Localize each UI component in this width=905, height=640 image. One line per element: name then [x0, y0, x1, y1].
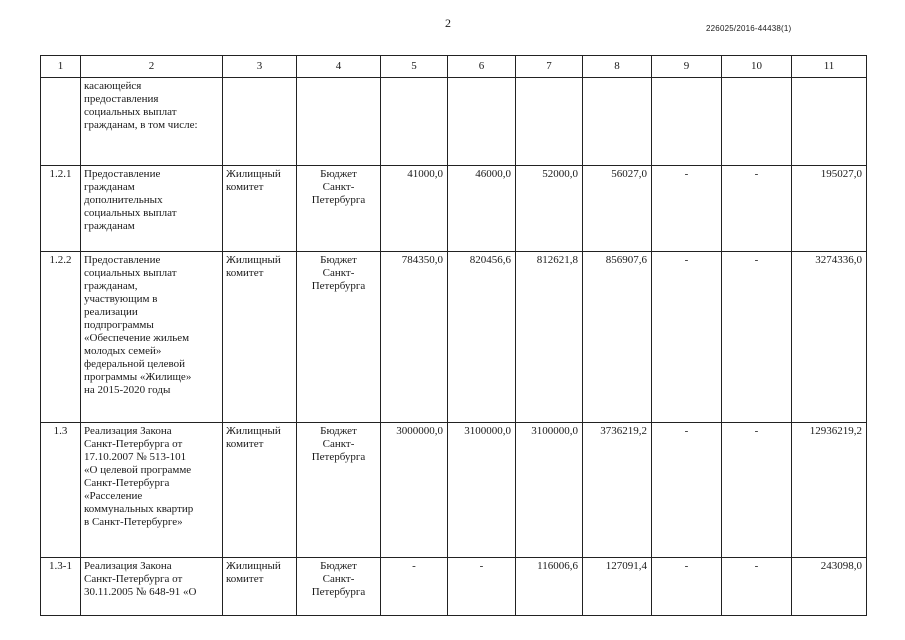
row-number-cell: 1.3 [41, 423, 81, 558]
amount-cell-c5: 3000000,0 [381, 423, 448, 558]
amount-cell-c8: 3736219,2 [583, 423, 652, 558]
document-id: 226025/2016-44438(1) [706, 24, 792, 33]
amount-cell-c5: 41000,0 [381, 166, 448, 252]
column-header: 4 [297, 56, 381, 78]
column-header: 11 [792, 56, 867, 78]
amount-cell-c9: - [652, 252, 722, 423]
empty-cell [652, 78, 722, 166]
column-header: 10 [722, 56, 792, 78]
amount-cell-c5: - [381, 558, 448, 616]
amount-cell-c9: - [652, 166, 722, 252]
amount-cell-c7: 116006,6 [516, 558, 583, 616]
column-header: 2 [81, 56, 223, 78]
amount-cell-c11: 243098,0 [792, 558, 867, 616]
amount-cell-c9: - [652, 558, 722, 616]
row-number-cell: 1.2.2 [41, 252, 81, 423]
amount-cell-c6: - [448, 558, 516, 616]
column-header-row [41, 56, 867, 78]
amount-cell-c7: 3100000,0 [516, 423, 583, 558]
empty-cell [516, 78, 583, 166]
executor-cell: Жилищный комитет [223, 252, 297, 423]
column-header: 9 [652, 56, 722, 78]
empty-cell [223, 78, 297, 166]
row-number-cell: 1.2.1 [41, 166, 81, 252]
amount-cell-c10: - [722, 166, 792, 252]
empty-cell [41, 78, 81, 166]
amount-cell-c11: 12936219,2 [792, 423, 867, 558]
column-header: 3 [223, 56, 297, 78]
funding-source-cell: Бюджет Санкт- Петербурга [297, 252, 381, 423]
executor-cell: Жилищный комитет [223, 558, 297, 616]
empty-cell [381, 78, 448, 166]
amount-cell-c5: 784350,0 [381, 252, 448, 423]
amount-cell-c7: 52000,0 [516, 166, 583, 252]
empty-cell [722, 78, 792, 166]
activity-name-cell: Реализация Закона Санкт-Петербурга от 30.11.2005 № 648-91 «О [81, 558, 223, 616]
amount-cell-c8: 856907,6 [583, 252, 652, 423]
column-header: 6 [448, 56, 516, 78]
table-row [41, 423, 867, 558]
row-number-cell: 1.3-1 [41, 558, 81, 616]
activity-name-cell: Предоставление социальных выплат гражданам, участвующим в реализации подпрограммы «Обеспечение жильем молодых семей» федеральной целевой программы «Жилище» на 2015-2020 годы [81, 252, 223, 423]
column-header: 5 [381, 56, 448, 78]
continuation-row [41, 78, 867, 166]
amount-cell-c6: 3100000,0 [448, 423, 516, 558]
executor-cell: Жилищный комитет [223, 423, 297, 558]
amount-cell-c6: 820456,6 [448, 252, 516, 423]
amount-cell-c8: 56027,0 [583, 166, 652, 252]
empty-cell [297, 78, 381, 166]
amount-cell-c6: 46000,0 [448, 166, 516, 252]
empty-cell [448, 78, 516, 166]
budget-table [40, 55, 867, 616]
continuation-text: касающейся предоставления социальных выплат гражданам, в том числе: [81, 78, 223, 166]
column-header: 1 [41, 56, 81, 78]
amount-cell-c8: 127091,4 [583, 558, 652, 616]
empty-cell [792, 78, 867, 166]
funding-source-cell: Бюджет Санкт- Петербурга [297, 423, 381, 558]
column-header: 8 [583, 56, 652, 78]
table-row [41, 558, 867, 616]
activity-name-cell: Реализация Закона Санкт-Петербурга от 17.10.2007 № 513-101 «О целевой программе Санкт-Петербурга «Расселение коммунальных квартир в Санкт-Петербурге» [81, 423, 223, 558]
amount-cell-c11: 3274336,0 [792, 252, 867, 423]
activity-name-cell: Предоставление гражданам дополнительных социальных выплат гражданам [81, 166, 223, 252]
funding-source-cell: Бюджет Санкт- Петербурга [297, 166, 381, 252]
executor-cell: Жилищный комитет [223, 166, 297, 252]
funding-source-cell: Бюджет Санкт- Петербурга [297, 558, 381, 616]
amount-cell-c9: - [652, 423, 722, 558]
amount-cell-c10: - [722, 558, 792, 616]
table-row [41, 252, 867, 423]
empty-cell [583, 78, 652, 166]
page-number: 2 [445, 16, 451, 30]
amount-cell-c10: - [722, 252, 792, 423]
amount-cell-c11: 195027,0 [792, 166, 867, 252]
column-header: 7 [516, 56, 583, 78]
table-row [41, 166, 867, 252]
amount-cell-c7: 812621,8 [516, 252, 583, 423]
amount-cell-c10: - [722, 423, 792, 558]
